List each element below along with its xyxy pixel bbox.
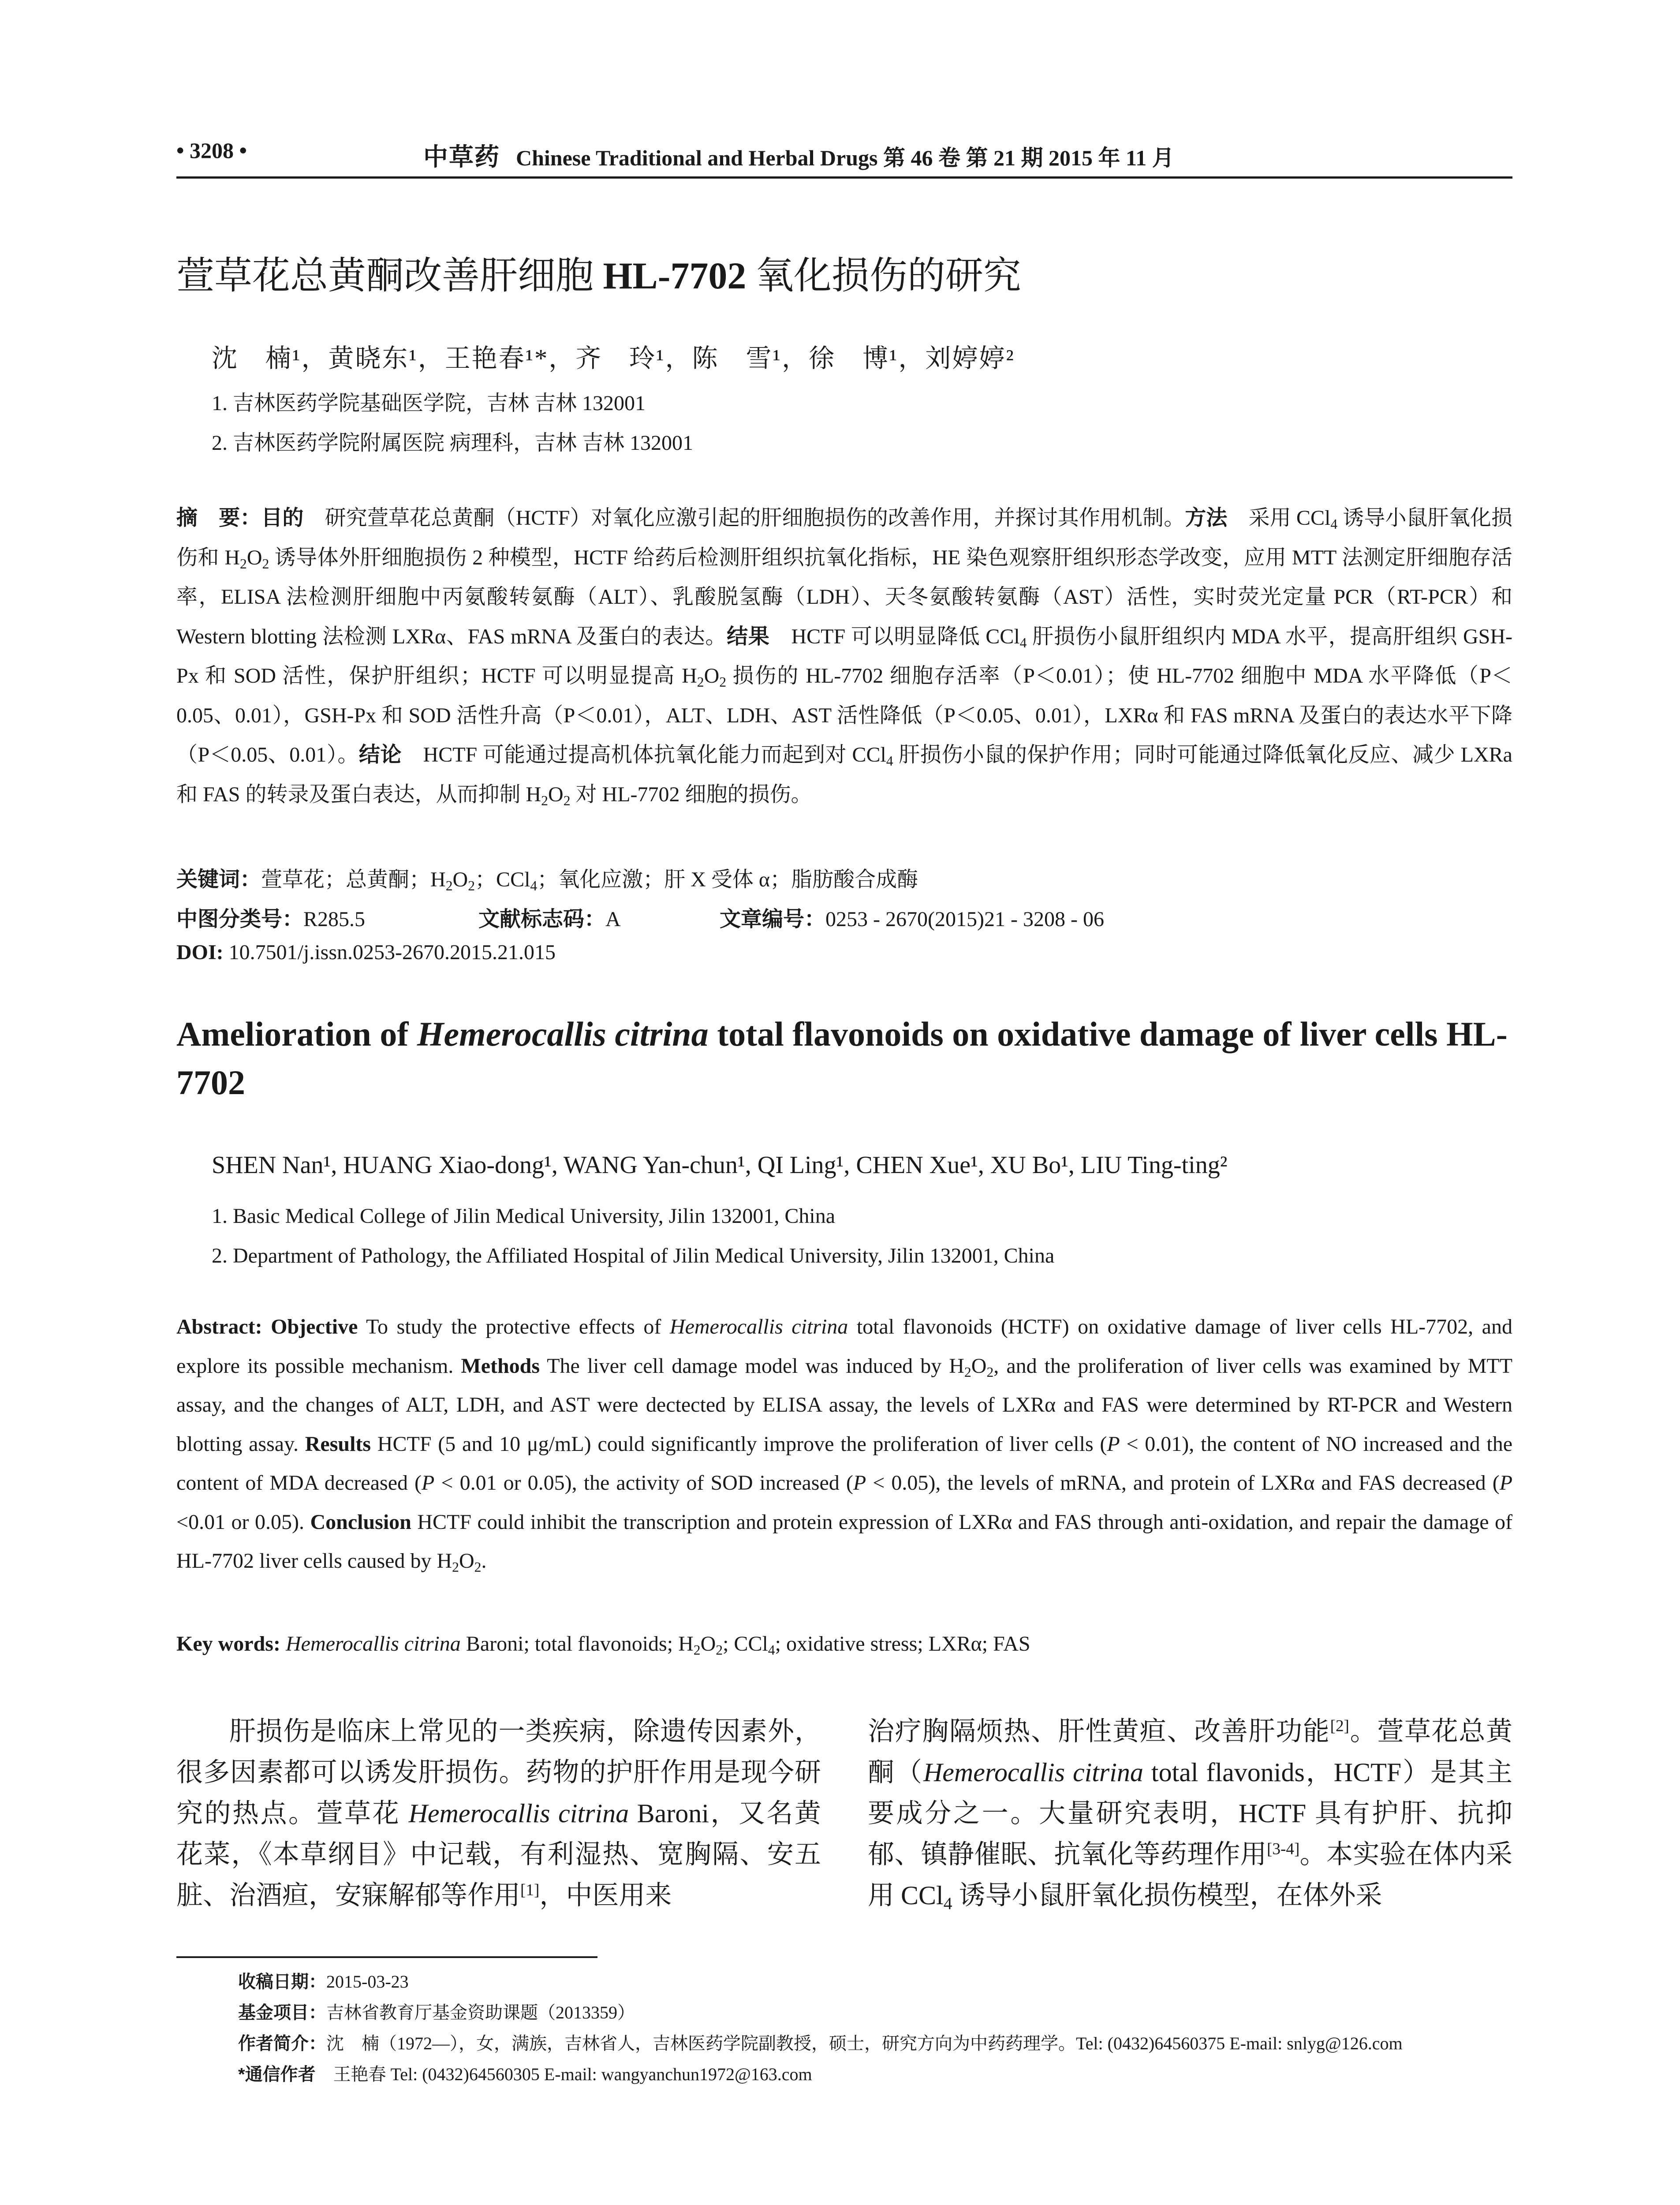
page-number: • 3208 • bbox=[176, 138, 247, 163]
cn-authors: 沈 楠¹，黄晓东¹，王艳春¹*，齐 玲¹，陈 雪¹，徐 博¹，刘婷婷² bbox=[212, 344, 1015, 373]
en-title: Amelioration of Hemerocallis citrina total flavonoids on oxidative damage of liver cells HL-7702 bbox=[176, 1015, 1508, 1102]
cn-affiliation-1: 1. 吉林医药学院基础医学院，吉林 吉林 132001 bbox=[212, 392, 646, 415]
journal-header bbox=[423, 138, 1174, 173]
en-abstract: Abstract: Objective To study the protective effects of Hemerocallis citrina total flavonoids (HCTF) on oxidative damage of liver cells HL-7702, and explore its possible mechanism. Methods The liver cell damage model was induced by $H_2O_2$, and the proliferation of liver cells was examined by MTT assay, and the changes of ALT, LDH, and AST were dectected by ELISA assay, the levels of LXRα and FAS were determined by RT-PCR and Western blotting assay. Results HCTF (5 and 10 μg/mL) could significantly improve the proliferation of liver cells (P < 0.01), the content of NO increased and the content of MDA decreased (P < 0.01 or 0.05), the activity of SOD increased (P < 0.05), the levels of mRNA, and protein of LXRα and FAS decreased (P <0.01 or 0.05). Conclusion HCTF could inhibit the transcription and protein expression of LXRα and FAS through anti-oxidation, and repair the damage of HL-7702 liver cells caused by $H_2O_2$. bbox=[176, 1315, 1513, 1575]
footnote-fund: 基金项目：吉林省教育厅基金资助课题（2013359） bbox=[238, 2003, 635, 2022]
body-column-left: 肝损伤是临床上常见的一类疾病，除遗传因素外，很多因素都可以诱发肝损伤。药物的护肝作用是现今研究的热点。萱草花 Hemerocallis citrina Baroni，又名黄花菜，《本草纲目》中记载，有利湿热、宽胸隔、安五脏、治酒疸，安寐解郁等作用[1]，中医用来 bbox=[176, 1717, 821, 1910]
journal-info: Chinese Traditional and Herbal Drugs 第 46 卷 第 21 期 2015 年 11 月 bbox=[516, 146, 1174, 170]
cn-keywords: 关键词：萱草花；总黄酮；$H_2O_2$；CCl$_4$；氧化应激；肝 X 受体 α；脂肪酸合成酶 bbox=[176, 868, 918, 893]
body-column-right: 治疗胸隔烦热、肝性黄疸、改善肝功能[2]。萱草花总黄酮（Hemerocallis citrina total flavonids，HCTF）是其主要成分之一。大量研究表明，HCTF 具有护肝、抗抑郁、镇静催眠、抗氧化等药理作用[3-4]。本实验在体内采用 CCl$_4$ 诱导小鼠肝氧化损伤模型，在体外采 bbox=[868, 1717, 1513, 1913]
footnote-received: 收稿日期：2015-03-23 bbox=[238, 1972, 409, 1992]
cn-article-number: 文章编号：0253 - 2670(2015)21 - 3208 - 06 bbox=[720, 908, 1104, 931]
footnote-author-bio: 作者简介：沈 楠（1972—），女，满族，吉林省人，吉林医药学院副教授，硕士，研究方向为中药药理学。Tel: (0432)64560375 E-mail: snlyg@126.com bbox=[238, 2033, 1403, 2053]
cn-doi: DOI: 10.7501/j.issn.0253-2670.2015.21.015 bbox=[176, 941, 556, 964]
header-rule bbox=[176, 176, 1512, 179]
footnote-corresponding: *通信作者 王艳春 Tel: (0432)64560305 E-mail: wangyanchun1972@163.com bbox=[238, 2064, 812, 2084]
cn-doc-code: 文献标志码：A bbox=[478, 908, 621, 931]
cn-title: 萱草花总黄酮改善肝细胞 HL-7702 氧化损伤的研究 bbox=[176, 254, 1021, 297]
cn-classification: 中图分类号：R285.5 bbox=[176, 908, 366, 931]
footnote-rule bbox=[176, 1956, 597, 1958]
cn-abstract: 摘 要：目的 研究萱草花总黄酮（HCTF）对氧化应激引起的肝细胞损伤的改善作用，并探讨其作用机制。方法 采用 CCl$_4$ 诱导小鼠肝氧化损伤和 $H_2O_2$ 诱导体外肝细胞损伤 2 种模型，HCTF 给药后检测肝组织抗氧化指标，HE 染色观察肝组织形态学改变，应用 MTT 法测定肝细胞存活率，ELISA 法检测肝细胞中丙氨酸转氨酶（ALT）、乳酸脱氢酶（LDH）、天冬氨酸转氨酶（AST）活性，实时荧光定量 PCR（RT-PCR）和 Western blotting 法检测 LXRα、FAS mRNA 及蛋白的表达。结果 HCTF 可以明显降低 CCl$_4$ 肝损伤小鼠肝组织内 MDA 水平，提高肝组织 GSH-Px 和 SOD 活性，保护肝组织；HCTF 可以明显提高 $H_2O_2$ 损伤的 HL-7702 细胞存活率（P＜0.01）；使 HL-7702 细胞中 MDA 水平降低（P＜0.05、0.01），GSH-Px 和 SOD 活性升高（P＜0.01），ALT、LDH、AST 活性降低（P＜0.05、0.01），LXRα 和 FAS mRNA 及蛋白的表达水平下降（P＜0.05、0.01）。结论 HCTF 可能通过提高机体抗氧化能力而起到对 CCl$_4$ 肝损伤小鼠的保护作用；同时可能通过降低氧化反应、减少 LXRa 和 FAS 的转录及蛋白表达，从而抑制 $H_2O_2$ 对 HL-7702 细胞的损伤。 bbox=[176, 506, 1512, 808]
en-keywords: Key words: Hemerocallis citrina Baroni; total flavonoids; $H_2O_2$; CCl$_4$; oxidative stress; LXRα; FAS bbox=[176, 1632, 1030, 1658]
en-authors: SHEN Nan¹, HUANG Xiao-dong¹, WANG Yan-chun¹, QI Ling¹, CHEN Xue¹, XU Bo¹, LIU Ting-ting² bbox=[212, 1151, 1228, 1179]
en-affiliation-2: 2. Department of Pathology, the Affiliated Hospital of Jilin Medical University, Jilin 132001, China bbox=[212, 1244, 1055, 1267]
cn-affiliation-2: 2. 吉林医药学院附属医院 病理科，吉林 吉林 132001 bbox=[212, 431, 694, 455]
en-affiliation-1: 1. Basic Medical College of Jilin Medical University, Jilin 132001, China bbox=[212, 1204, 836, 1228]
journal-logo: 中草药 bbox=[423, 144, 500, 171]
